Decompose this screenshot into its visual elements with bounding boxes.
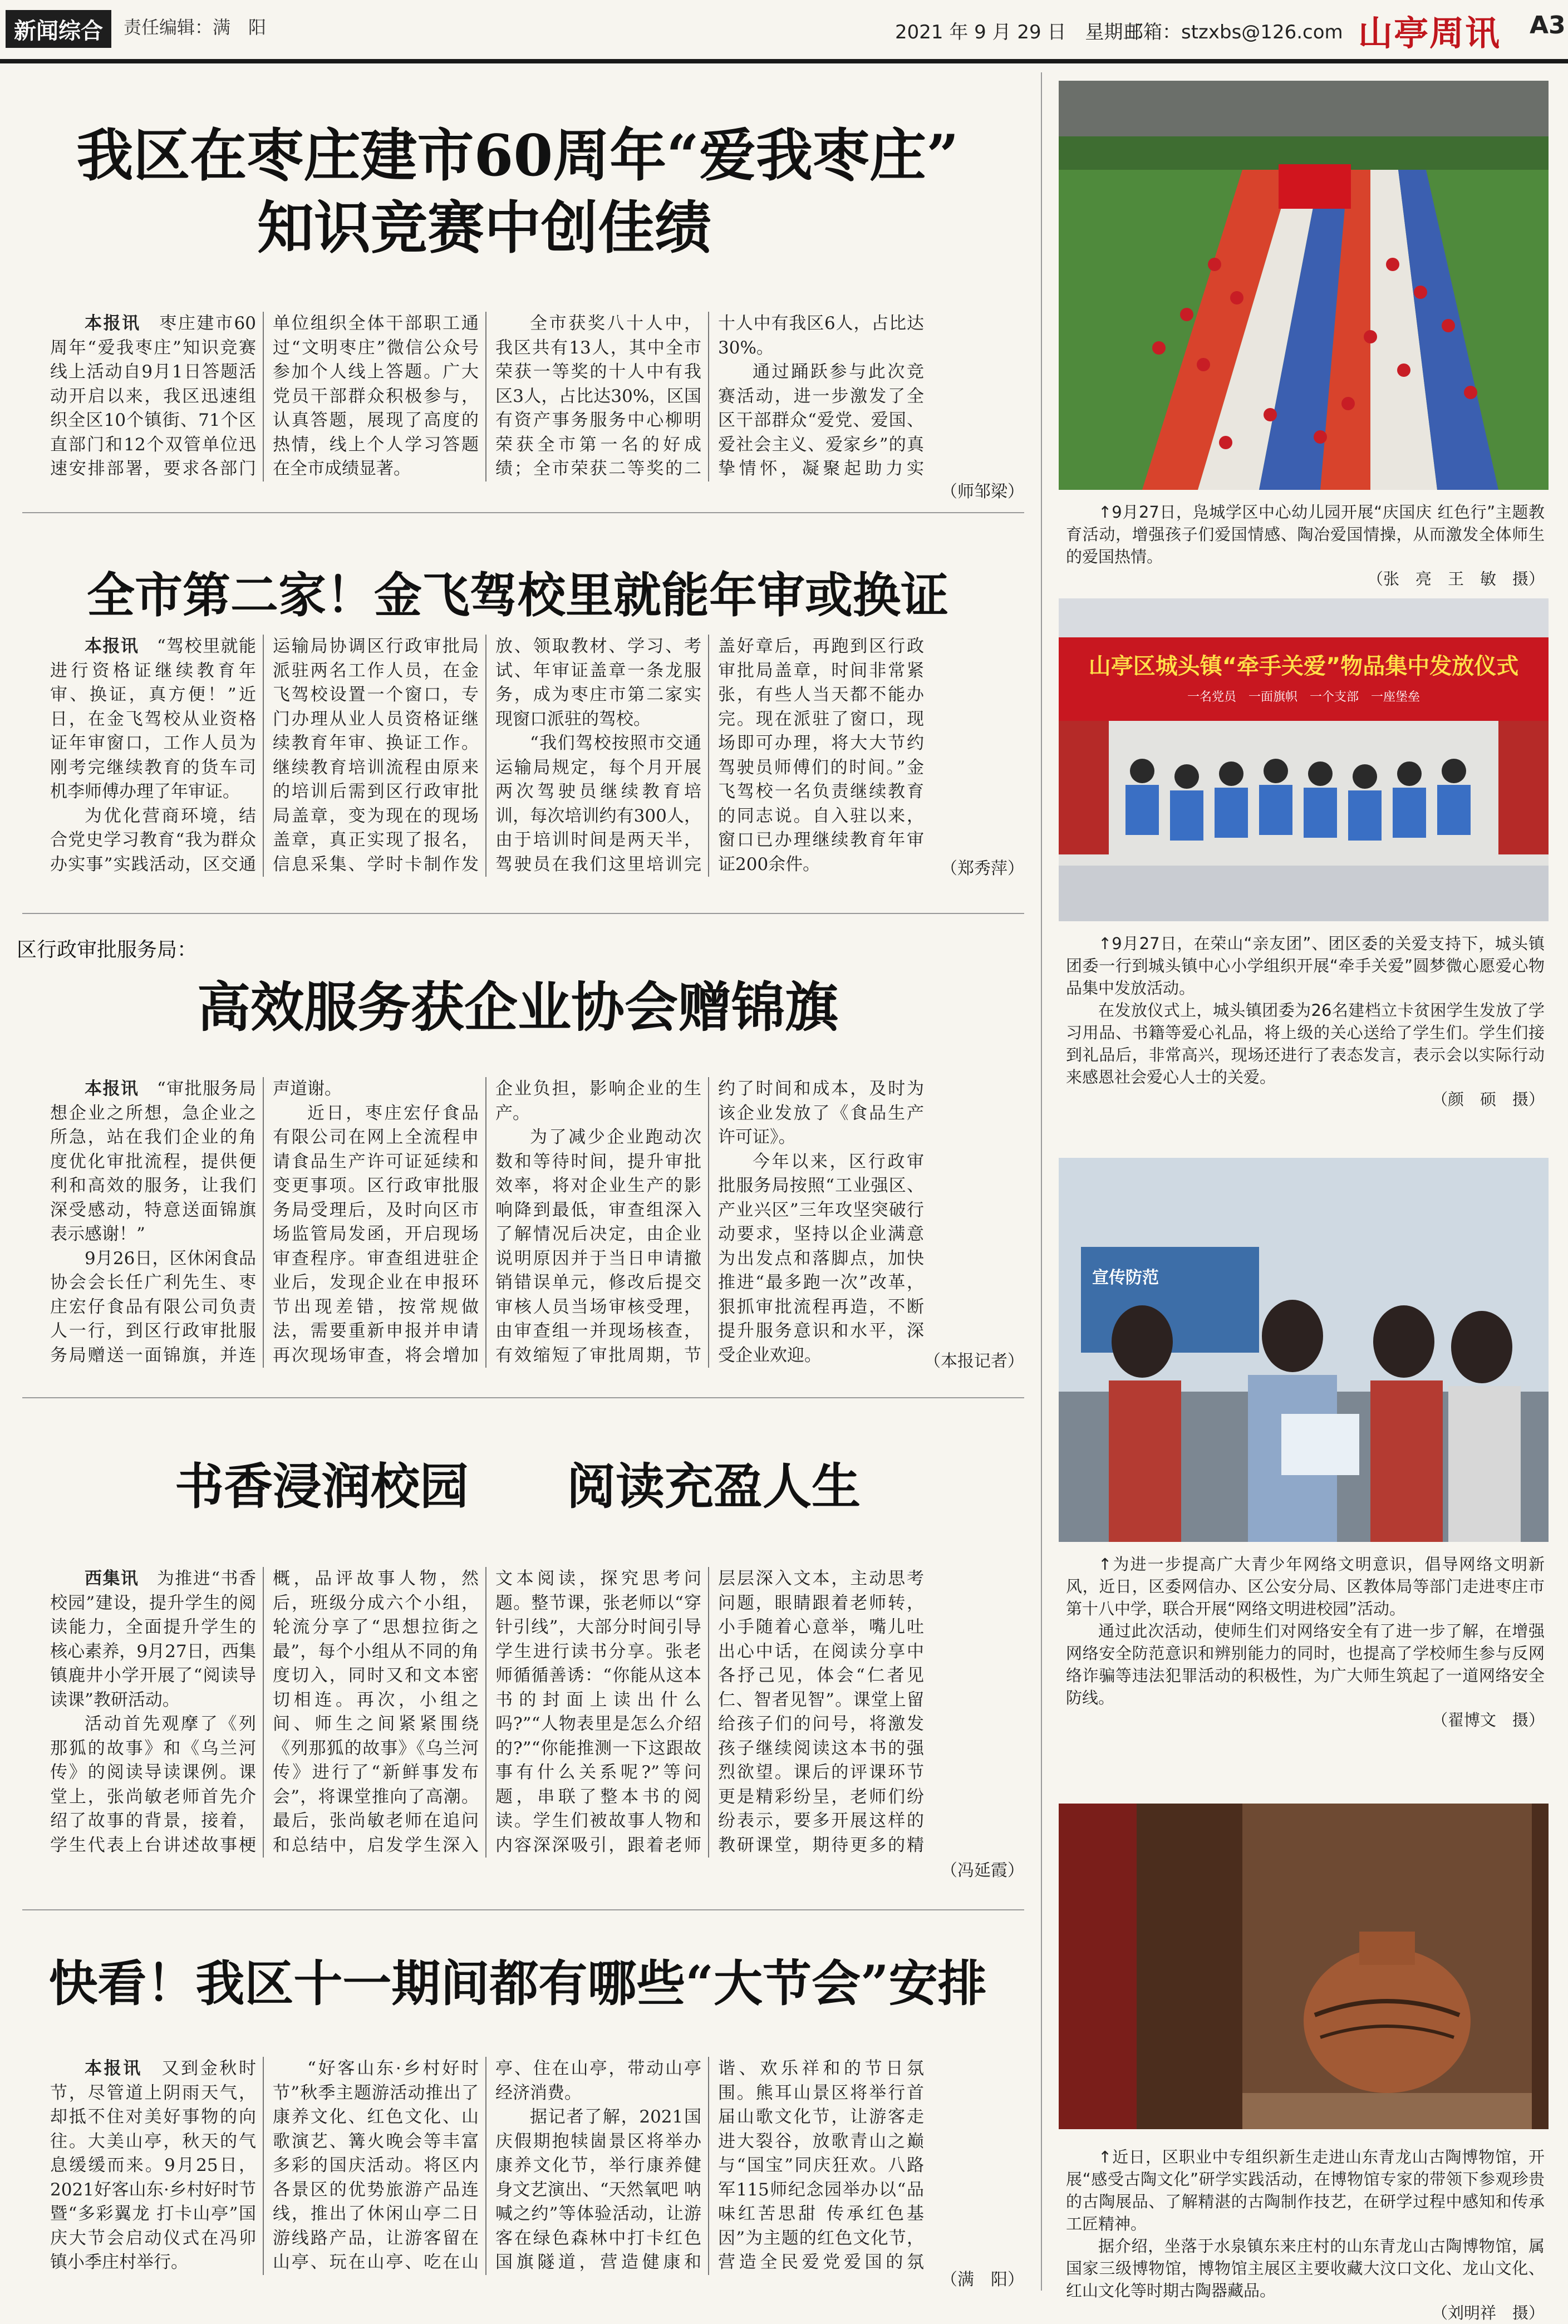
article3-kicker: 区行政审批服务局： bbox=[17, 939, 198, 961]
article1-column-2 bbox=[273, 312, 479, 481]
paragraph bbox=[50, 312, 256, 481]
paragraph bbox=[50, 1077, 256, 1247]
paragraph bbox=[718, 635, 924, 877]
paragraph bbox=[273, 2057, 479, 2275]
column-rule bbox=[485, 2057, 486, 2275]
paragraph-text: 又到金秋时节，尽管道上阴雨天气，却抵不住对美好事物的向往。大美山亭，秋天的气息缓缓而来。9月25日，2021好客山东·乡村好时节暨“多彩翼龙 打卡山亭”国庆大节会启动仪式在冯卯镇小季庄村举行。 bbox=[50, 2058, 256, 2272]
photo2-credit: （颜 硕 摄） bbox=[1431, 1090, 1545, 1109]
column-rule bbox=[708, 1567, 709, 1858]
article5-title: 快看！我区十一期间都有哪些“大节会”安排 bbox=[48, 1954, 987, 2012]
article-separator bbox=[22, 1397, 1024, 1398]
photo-kindergarten bbox=[1059, 81, 1549, 490]
ceremony-banner: 山亭区城头镇“牵手关爱”物品集中发放仪式 bbox=[1088, 654, 1519, 679]
paragraph-text: 为优化营商环境，结合党史学习教育“我为群众办实事”实践活动，区交通 bbox=[50, 805, 256, 874]
column-rule bbox=[485, 635, 486, 877]
photo-network-safety bbox=[1059, 1158, 1549, 1542]
paragraph bbox=[50, 1247, 256, 1368]
kindergarten-photo-image bbox=[1059, 81, 1549, 490]
paragraph-text: 亭、住在山亭，带动山亭经济消费。 bbox=[495, 2058, 701, 2103]
article4-column-2 bbox=[273, 1567, 479, 1858]
column-rule bbox=[708, 635, 709, 877]
paragraph-text: 为推进“书香校园”建设，提升学生的阅读能力，全面提升学生的核心素养，9月27日，西集镇鹿井小学开展了“阅读导读课”教研活动。 bbox=[50, 1569, 256, 1710]
paragraph-text: 通过踊跃参与此次竞赛活动，进一步激发了全区干部群众“爱党、爱国、爱社会主义、爱家乡”的真挚情怀，凝聚起助力实 bbox=[718, 362, 924, 479]
photo2-caption bbox=[1066, 932, 1545, 1111]
paragraph bbox=[495, 635, 701, 731]
paragraph bbox=[273, 1567, 479, 1858]
photo4-credit: （刘明祥 摄） bbox=[1431, 2303, 1545, 2322]
article5-column-3 bbox=[495, 2057, 701, 2275]
paragraph-text: 声道谢。 bbox=[273, 1079, 342, 1099]
dateline: 本报讯 bbox=[85, 1079, 157, 1099]
photo4-caption-text: ↑近日，区职业中专组织新生走进山东青龙山古陶博物馆，开展“感受古陶文化”研学实践活动，在博物馆专家的带领下参观珍贵的古陶展品、了解精湛的古陶制作技艺，在研学过程中感知和传承工匠精神。 bbox=[1066, 2148, 1545, 2233]
paragraph-text: “审批服务局想企业之所想，急企业之所急，站在我们企业的角度优化审批流程，提供便利和高效的服务，让我们深受感动，特意送面锦旗表示感谢！” bbox=[50, 1079, 256, 1244]
paragraph-text: “我们驾校按照市交通运输局规定，每个月开展两次驾驶员继续教育培训，每次培训约有300人，由于培训时间是两天半，驾驶员在我们这里培训完 bbox=[495, 733, 701, 874]
paragraph-text: 近日，枣庄宏仔食品有限公司在网上全流程申请食品生产许可证延续和变更事项。区行政审批服务局受理后，及时向区市场监管局发函，开启现场审查程序。审查组进驻企业后，发现企业在申报环节出现差错，按常规做法，需要重新申报并申请再次现场审查，将会增加 bbox=[273, 1103, 479, 1365]
article5-column-2 bbox=[273, 2057, 479, 2275]
photo1-caption bbox=[1066, 501, 1545, 590]
paragraph-text: 文本阅读，探究思考问题。整节课，张老师以“穿针引线”，大部分时间引导学生进行读书分享。张老师循循善诱：“你能从这本书的封面上读出什么吗?”“人物表里是怎么介绍的?”“你能推测一下这跟故事有什么关系呢?”等问题，串联了整本书的阅读。学生们被故事人物和内容深深吸引，跟着老师 bbox=[495, 1569, 701, 1855]
paragraph-text: 概，品评故事人物，然后，班级分成六个小组，轮流分享了“思想拉街之最”，每个小组从不同的角度切入，同时又和文本密切相连。再次，小组之间、师生之间紧紧围绕《列那狐的故事》《乌兰河传》进行了“新鲜事发布会”，将课堂推向了高潮。最后，张尚敏老师在追问和总结中，启发学生深入 bbox=[273, 1569, 479, 1855]
column-rule bbox=[708, 1077, 709, 1368]
ceremony-banner-sub: 一名党员 一面旗帜 一个支部 一座堡垒 bbox=[1187, 690, 1420, 704]
article4-title: 书香浸润校园 阅读充盈人生 bbox=[174, 1457, 861, 1515]
newspaper-logo: 山亭周讯 bbox=[1358, 13, 1501, 53]
paragraph bbox=[718, 312, 924, 360]
photo4-caption bbox=[1066, 2146, 1545, 2324]
paragraph-text: 活动首先观摩了《列那狐的故事》和《乌兰河传》的阅读导读课例。课堂上，张尚敏老师首先介绍了故事的背景，接着，学生代表上台讲述故事梗 bbox=[50, 1714, 256, 1855]
page-header bbox=[0, 0, 1568, 66]
paragraph bbox=[718, 1150, 924, 1368]
column-rule bbox=[708, 312, 709, 481]
paragraph-text: 运输局协调区行政审批局派驻两名工作人员，在金飞驾校设置一个窗口，专门办理从业人员资格证继续教育年审、换证工作。继续教育培训流程由原来的培训后需到区行政审批局盖章，变为现在的现场盖章，真正实现了报名，信息采集、学时卡制作发 bbox=[273, 636, 479, 874]
paragraph bbox=[273, 635, 479, 877]
column-rule bbox=[485, 1567, 486, 1858]
paragraph-text: 今年以来，区行政审批服务局按照“工业强区、产业兴区”三年攻坚突破行动要求，坚持以企业满意为出发点和落脚点，加快推进“最多跑一次”改革，狠抓审批流程再造，不断提升服务意识和水平，深受企业欢迎。 bbox=[718, 1151, 924, 1365]
paragraph bbox=[718, 1077, 924, 1150]
pottery-photo-image bbox=[1059, 1804, 1549, 2129]
article3-column-1 bbox=[50, 1077, 256, 1368]
article1-title-line1: 我区在枣庄建市60周年“爱我枣庄” bbox=[76, 122, 959, 189]
display-board-text: 宣传防范 bbox=[1092, 1268, 1159, 1288]
dateline: 本报讯 bbox=[85, 2058, 162, 2079]
paragraph bbox=[495, 1077, 701, 1126]
paragraph-text: “好客山东·乡村好时节”秋季主题游活动推出了康养文化、红色文化、山歌演艺、篝火晚会等丰富多彩的国庆活动。将区内各景区的优势旅游产品连线，推出了休闲山亭二日游线路产品，让游客留在山亭、玩在山亭、吃在山 bbox=[273, 2058, 479, 2272]
paragraph bbox=[50, 2057, 256, 2275]
paragraph bbox=[495, 731, 701, 877]
paragraph bbox=[50, 635, 256, 804]
article3-column-2 bbox=[273, 1077, 479, 1368]
paragraph bbox=[495, 1567, 701, 1858]
photo1-caption-text: ↑9月27日，凫城学区中心幼儿园开展“庆国庆 红色行”主题教育活动，增强孩子们爱国情感、陶冶爱国情操，从而激发全体师生的爱国热情。 bbox=[1066, 503, 1545, 566]
paragraph bbox=[50, 1712, 256, 1858]
article2-column-2 bbox=[273, 635, 479, 877]
column-rule bbox=[263, 1077, 264, 1368]
column-rule bbox=[485, 1077, 486, 1368]
article2-column-4 bbox=[718, 635, 924, 877]
section-label: 新闻综合 bbox=[6, 10, 111, 48]
paragraph-text: 盖好章后，再跑到区行政审批局盖章，时间非常紧张，有些人当天都不能办完。现在派驻了窗口，现场即可办理，将大大节约驾驶员师傅们的时间。”金飞驾校一名负责继续教育的同志说。自入驻以来，窗口已办理继续教育年审证200余件。 bbox=[718, 636, 924, 874]
article4-column-3 bbox=[495, 1567, 701, 1858]
page-number: A3 bbox=[1530, 11, 1566, 40]
article3-title: 高效服务获企业协会赠锦旗 bbox=[197, 976, 838, 1039]
paragraph-text: 9月26日，区休闲食品协会会长任广利先生、枣庄宏仔食品有限公司负责人一行，到区行政审批服务局赠送一面锦旗，并连 bbox=[50, 1248, 256, 1365]
paragraph-text: 枣庄建市60周年“爱我枣庄”知识竞赛线上活动自9月1日答题活动开启以来，我区迅速组织全区10个镇街、71个区直部门和12个双管单位迅速安排部署，要求各部门 bbox=[50, 313, 256, 479]
paragraph-text: 企业负担，影响企业的生产。 bbox=[495, 1079, 701, 1123]
paragraph bbox=[273, 312, 479, 481]
column-rule bbox=[708, 2057, 709, 2275]
column-rule bbox=[263, 1567, 264, 1858]
paragraph-text: 约了时间和成本，及时为该企业发放了《食品生产许可证》。 bbox=[718, 1079, 924, 1147]
article1-title-line2: 知识竞赛中创佳绩 bbox=[257, 195, 711, 262]
article1-column-3 bbox=[495, 312, 701, 481]
column-divider bbox=[1041, 72, 1042, 2291]
header-rule bbox=[0, 59, 1568, 63]
paragraph-text: 为了减少企业跑动次数和等待时间，提升审批效率，将对企业生产的影响降到最低，审查组深入了解情况后决定，由企业说明原因并于当日申请撤销错误单元，修改后提交审核人员当场审核受理，由审查组一并现场核查，有效缩短了审批周期，节 bbox=[495, 1127, 701, 1365]
network-safety-photo-image bbox=[1059, 1158, 1549, 1542]
donation-photo-image bbox=[1059, 721, 1549, 921]
article3-byline: （本报记者） bbox=[924, 1352, 1024, 1371]
paragraph bbox=[273, 1102, 479, 1368]
photo-pottery bbox=[1059, 1804, 1549, 2129]
paragraph-text: 据记者了解，2021国庆假期抱犊崮景区将举办康养文化节，举行康养健身文艺演出、“天然氧吧 呐喊之约”等体验活动，让游客在绿色森林中打卡红色国旗隧道，营造健康和 bbox=[495, 2107, 701, 2272]
paragraph bbox=[718, 1567, 924, 1858]
article1-title bbox=[33, 120, 1002, 264]
photo2-caption-text: ↑9月27日，在荣山“亲友团”、团区委的关爱支持下，城头镇团委一行到城头镇中心小学组织开展“牵手关爱”圆梦微心愿爱心物品集中发放活动。 bbox=[1066, 934, 1545, 998]
article2-column-1 bbox=[50, 635, 256, 877]
photo3-caption bbox=[1066, 1553, 1545, 1731]
article2-title: 全市第二家！金飞驾校里就能年审或换证 bbox=[87, 567, 948, 623]
article1-column-1 bbox=[50, 312, 256, 481]
photo2-caption-text2: 在发放仪式上，城头镇团委为26名建档立卡贫困学生发放了学习用品、书籍等爱心礼品，将上级的关心送给了学生们。学生们接到礼品后，非常高兴，现场还进行了表态发言，表示会以实际行动来感恩社会爱心人士的关爱。 bbox=[1066, 1001, 1545, 1087]
article5-column-4 bbox=[718, 2057, 924, 2275]
article1-column-4 bbox=[718, 312, 924, 481]
dateline: 本报讯 bbox=[85, 636, 157, 656]
article-separator bbox=[22, 913, 1024, 914]
paragraph bbox=[718, 2057, 924, 2275]
paragraph-text: 十人中有我区6人，占比达30%。 bbox=[718, 313, 924, 358]
paragraph bbox=[50, 804, 256, 877]
issue-date: 2021 年 9 月 29 日 星期三 bbox=[895, 21, 1142, 43]
photo1-credit: （张 亮 王 敏 摄） bbox=[1367, 569, 1545, 588]
paragraph bbox=[495, 2057, 701, 2105]
article-separator bbox=[22, 512, 1024, 513]
paragraph-text: 层层深入文本，主动思考问题，眼睛跟着老师转，小手随着心意举，嘴儿吐出心中话，在阅读分享中各抒己见，体会“仁者见仁、智者见智”。课堂上留给孩子们的问号，将激发孩子继续阅读这本书的强烈欲望。课后的评课环节更是精彩纷呈，老师们纷纷表示，要多开展这样的教研课堂，期待更多的精 bbox=[718, 1569, 924, 1855]
email-address: 邮箱：stzxbs@126.com bbox=[1124, 21, 1343, 43]
article3-column-3 bbox=[495, 1077, 701, 1368]
paragraph bbox=[495, 2105, 701, 2275]
photo3-caption-text2: 通过此次活动，使师生们对网络安全有了进一步了解，在增强网络安全防范意识和辨别能力的同时，也提高了学校师生参与反网络诈骗等违法犯罪活动的积极性，为广大师生筑起了一道网络安全防线。 bbox=[1066, 1622, 1545, 1707]
article1-byline: （师邹梁） bbox=[941, 482, 1024, 502]
column-rule bbox=[263, 635, 264, 877]
article3-column-4 bbox=[718, 1077, 924, 1368]
article2-column-3 bbox=[495, 635, 701, 877]
paragraph bbox=[718, 360, 924, 481]
article5-byline: （满 阳） bbox=[941, 2270, 1024, 2289]
article2-byline: （郑秀萍） bbox=[941, 859, 1024, 878]
paragraph bbox=[273, 1077, 479, 1102]
dateline: 本报讯 bbox=[85, 313, 160, 333]
editor-credit: 责任编辑：满 阳 bbox=[124, 17, 267, 38]
column-rule bbox=[485, 312, 486, 481]
paragraph-text: 全市获奖八十人中，我区共有13人，其中全市荣获一等奖的十人中有我区3人，占比达30%，区国有资产事务服务中心柳明荣获全市第一名的好成绩；全市荣获二等奖的二 bbox=[495, 313, 701, 479]
article4-byline: （冯延霞） bbox=[941, 1861, 1024, 1880]
paragraph-text: 放、领取教材、学习、考试、年审证盖章一条龙服务，成为枣庄市第二家实现窗口派驻的驾校。 bbox=[495, 636, 701, 729]
article4-column-4 bbox=[718, 1567, 924, 1858]
article4-column-1 bbox=[50, 1567, 256, 1858]
photo-donation bbox=[1059, 598, 1549, 921]
paragraph-text: 谐、欢乐祥和的节日氛围。熊耳山景区将举行首届山歌文化节，让游客走进大裂谷，放歌青山之巅与“国宝”同庆狂欢。八路军115师纪念园举办以“品味红苦思甜 传承红色基因”为主题的红色文化节，营造全民爱党爱国的氛 bbox=[718, 2058, 924, 2272]
dateline: 西集讯 bbox=[85, 1569, 157, 1589]
photo3-credit: （翟博文 摄） bbox=[1431, 1711, 1545, 1730]
paragraph bbox=[50, 1567, 256, 1712]
paragraph-text: 单位组织全体干部职工通过“文明枣庄”微信公众号参加个人线上答题。广大党员干部群众积极参与，认真答题，展现了高度的热情，线上个人学习答题在全市成绩显著。 bbox=[273, 313, 479, 479]
paragraph bbox=[495, 312, 701, 481]
photo4-caption-text2: 据介绍，坐落于水泉镇东来庄村的山东青龙山古陶博物馆，属国家三级博物馆，博物馆主展区主要收藏大汶口文化、龙山文化、红山文化等时期古陶器藏品。 bbox=[1066, 2237, 1545, 2300]
paragraph bbox=[495, 1126, 701, 1368]
column-rule bbox=[263, 2057, 264, 2275]
paragraph-text: “驾校里就能进行资格证继续教育年审、换证，真方便！”近日，在金飞驾校从业资格证年审窗口，工作人员为刚考完继续教育的货车司机李师傅办理了年审证。 bbox=[50, 636, 256, 802]
column-rule bbox=[263, 312, 264, 481]
photo3-caption-text: ↑为进一步提高广大青少年网络文明意识，倡导网络文明新风，近日，区委网信办、区公安分局、区教体局等部门走进枣庄市第十八中学，联合开展“网络文明进校园”活动。 bbox=[1066, 1555, 1545, 1618]
article5-column-1 bbox=[50, 2057, 256, 2275]
article-separator bbox=[22, 1909, 1024, 1910]
